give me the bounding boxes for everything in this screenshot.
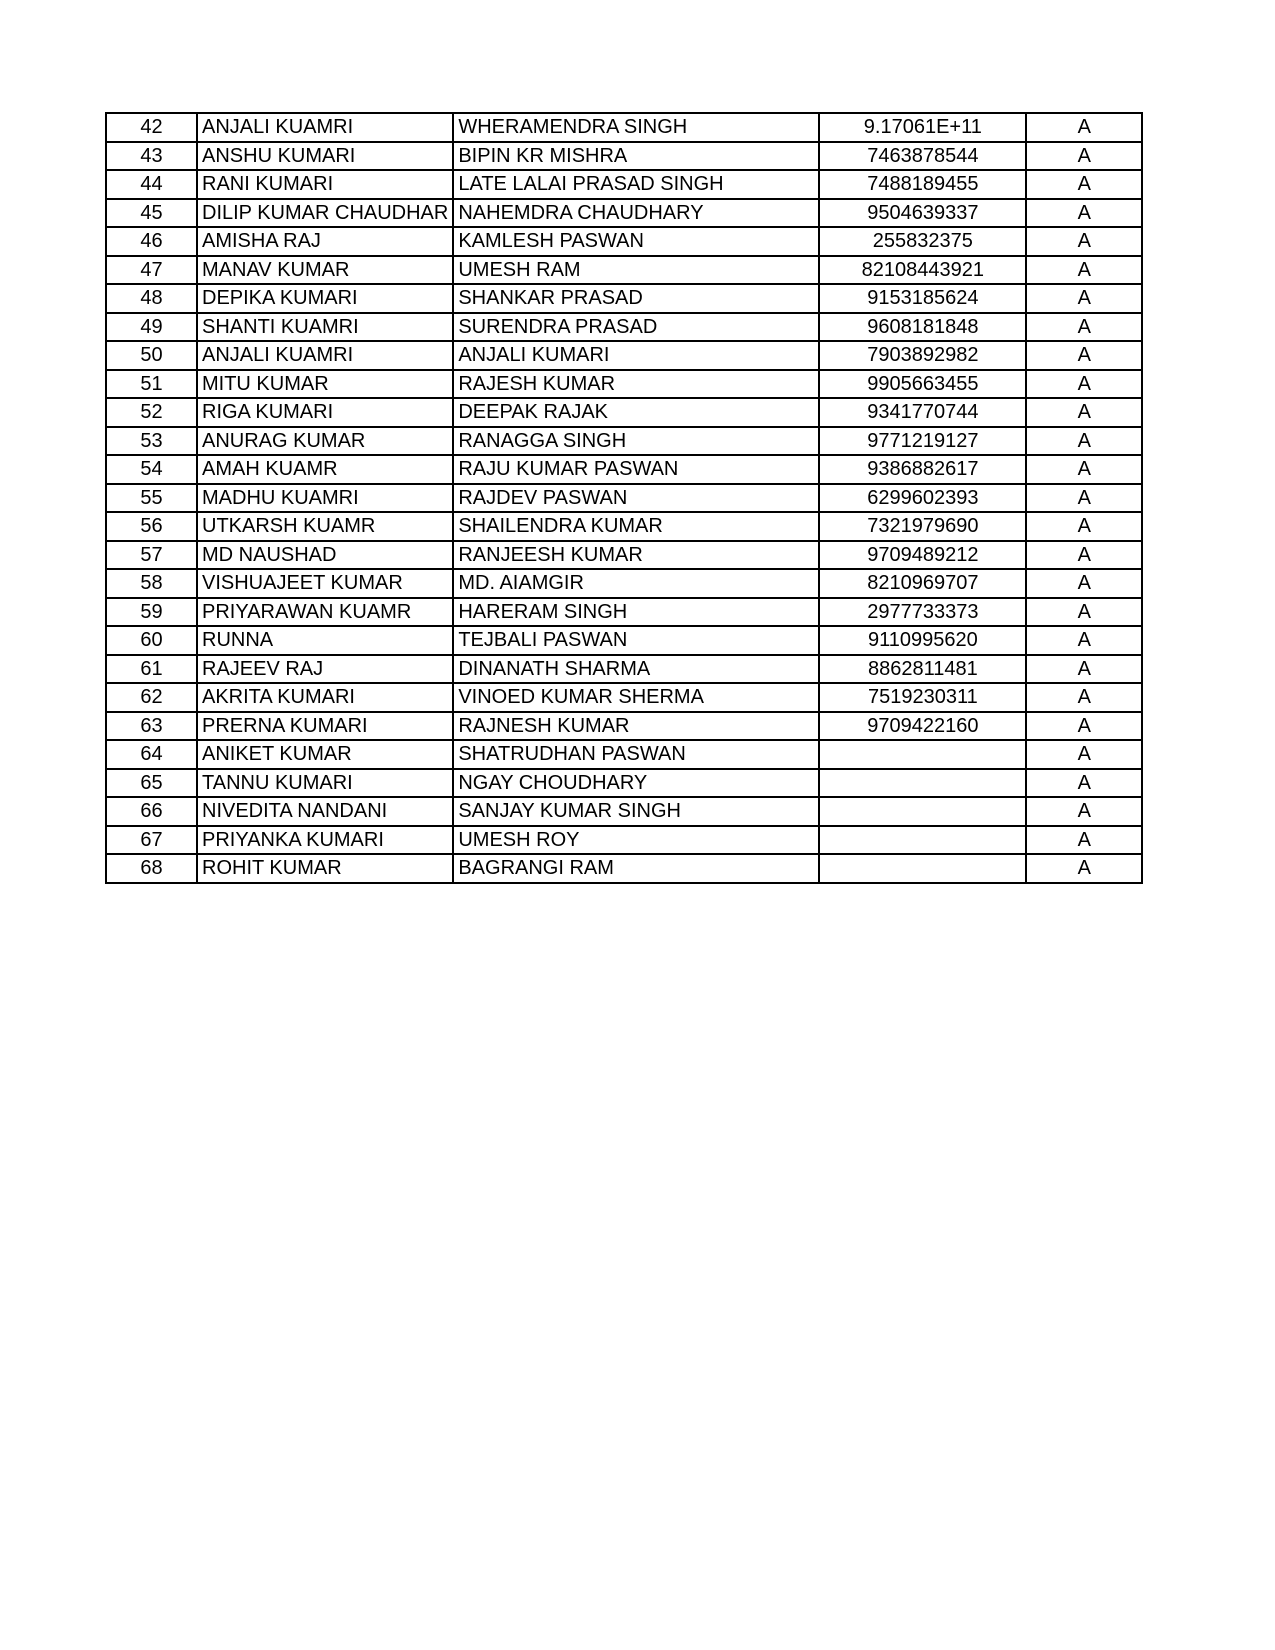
phone-number-cell: 9386882617 xyxy=(819,455,1026,484)
father-name-cell: HARERAM SINGH xyxy=(453,598,819,627)
phone-number-cell: 82108443921 xyxy=(819,256,1026,285)
phone-number-cell xyxy=(819,740,1026,769)
student-name-cell: ANURAG KUMAR xyxy=(197,427,453,456)
student-name-cell: MADHU KUAMRI xyxy=(197,484,453,513)
grade-cell: A xyxy=(1026,170,1142,199)
phone-number-cell: 2977733373 xyxy=(819,598,1026,627)
serial-number-cell: 48 xyxy=(106,284,197,313)
grade-cell: A xyxy=(1026,541,1142,570)
table-row xyxy=(106,199,1142,228)
phone-number-cell: 9341770744 xyxy=(819,398,1026,427)
phone-number-cell: 8210969707 xyxy=(819,569,1026,598)
serial-number-cell: 67 xyxy=(106,826,197,855)
phone-number-cell xyxy=(819,826,1026,855)
grade-cell: A xyxy=(1026,341,1142,370)
table-row xyxy=(106,341,1142,370)
phone-number-cell: 9153185624 xyxy=(819,284,1026,313)
father-name-cell: RAJESH KUMAR xyxy=(453,370,819,399)
student-name-cell: MD NAUSHAD xyxy=(197,541,453,570)
student-name-cell: PRIYARAWAN KUAMR xyxy=(197,598,453,627)
phone-number-cell: 8862811481 xyxy=(819,655,1026,684)
father-name-cell: TEJBALI PASWAN xyxy=(453,626,819,655)
table-row xyxy=(106,541,1142,570)
grade-cell: A xyxy=(1026,427,1142,456)
table-row xyxy=(106,740,1142,769)
table-row xyxy=(106,398,1142,427)
student-name-cell: PRERNA KUMARI xyxy=(197,712,453,741)
phone-number-cell: 7903892982 xyxy=(819,341,1026,370)
table-row xyxy=(106,313,1142,342)
serial-number-cell: 49 xyxy=(106,313,197,342)
father-name-cell: BAGRANGI RAM xyxy=(453,854,819,883)
father-name-cell: RANAGGA SINGH xyxy=(453,427,819,456)
father-name-cell: SURENDRA PRASAD xyxy=(453,313,819,342)
table-row xyxy=(106,227,1142,256)
serial-number-cell: 59 xyxy=(106,598,197,627)
student-name-cell: MANAV KUMAR xyxy=(197,256,453,285)
student-name-cell: TANNU KUMARI xyxy=(197,769,453,798)
student-name-cell: AMAH KUAMR xyxy=(197,455,453,484)
serial-number-cell: 42 xyxy=(106,113,197,142)
student-name-cell: RUNNA xyxy=(197,626,453,655)
phone-number-cell: 9504639337 xyxy=(819,199,1026,228)
phone-number-cell: 7321979690 xyxy=(819,512,1026,541)
serial-number-cell: 51 xyxy=(106,370,197,399)
student-name-cell: SHANTI KUAMRI xyxy=(197,313,453,342)
father-name-cell: SHAILENDRA KUMAR xyxy=(453,512,819,541)
serial-number-cell: 46 xyxy=(106,227,197,256)
table-row xyxy=(106,113,1142,142)
grade-cell: A xyxy=(1026,284,1142,313)
phone-number-cell: 7488189455 xyxy=(819,170,1026,199)
student-name-cell: ANSHU KUMARI xyxy=(197,142,453,171)
grade-cell: A xyxy=(1026,256,1142,285)
serial-number-cell: 65 xyxy=(106,769,197,798)
student-name-cell: MITU KUMAR xyxy=(197,370,453,399)
phone-number-cell: 9608181848 xyxy=(819,313,1026,342)
grade-cell: A xyxy=(1026,683,1142,712)
father-name-cell: SANJAY KUMAR SINGH xyxy=(453,797,819,826)
serial-number-cell: 44 xyxy=(106,170,197,199)
grade-cell: A xyxy=(1026,626,1142,655)
table-row xyxy=(106,170,1142,199)
father-name-cell: RAJDEV PASWAN xyxy=(453,484,819,513)
student-name-cell: VISHUAJEET KUMAR xyxy=(197,569,453,598)
phone-number-cell: 7519230311 xyxy=(819,683,1026,712)
grade-cell: A xyxy=(1026,598,1142,627)
father-name-cell: DINANATH SHARMA xyxy=(453,655,819,684)
phone-number-cell xyxy=(819,797,1026,826)
phone-number-cell xyxy=(819,854,1026,883)
student-name-cell: AMISHA RAJ xyxy=(197,227,453,256)
student-name-cell: DILIP KUMAR CHAUDHAR xyxy=(197,199,453,228)
grade-cell: A xyxy=(1026,398,1142,427)
grade-cell: A xyxy=(1026,740,1142,769)
student-name-cell: ANJALI KUAMRI xyxy=(197,113,453,142)
phone-number-cell: 9771219127 xyxy=(819,427,1026,456)
serial-number-cell: 68 xyxy=(106,854,197,883)
grade-cell: A xyxy=(1026,455,1142,484)
serial-number-cell: 50 xyxy=(106,341,197,370)
student-name-cell: ANJALI KUAMRI xyxy=(197,341,453,370)
phone-number-cell: 9709489212 xyxy=(819,541,1026,570)
table-row xyxy=(106,683,1142,712)
serial-number-cell: 60 xyxy=(106,626,197,655)
table-row xyxy=(106,484,1142,513)
father-name-cell: WHERAMENDRA SINGH xyxy=(453,113,819,142)
grade-cell: A xyxy=(1026,484,1142,513)
phone-number-cell: 255832375 xyxy=(819,227,1026,256)
table-row xyxy=(106,655,1142,684)
table-row xyxy=(106,826,1142,855)
grade-cell: A xyxy=(1026,512,1142,541)
father-name-cell: KAMLESH PASWAN xyxy=(453,227,819,256)
table-row xyxy=(106,512,1142,541)
grade-cell: A xyxy=(1026,227,1142,256)
serial-number-cell: 62 xyxy=(106,683,197,712)
table-row xyxy=(106,598,1142,627)
grade-cell: A xyxy=(1026,826,1142,855)
table-row xyxy=(106,142,1142,171)
serial-number-cell: 52 xyxy=(106,398,197,427)
table-row xyxy=(106,769,1142,798)
grade-cell: A xyxy=(1026,313,1142,342)
table-body xyxy=(106,113,1142,883)
student-name-cell: PRIYANKA KUMARI xyxy=(197,826,453,855)
student-name-cell: RANI KUMARI xyxy=(197,170,453,199)
father-name-cell: UMESH RAM xyxy=(453,256,819,285)
father-name-cell: UMESH ROY xyxy=(453,826,819,855)
table-row xyxy=(106,427,1142,456)
table-row xyxy=(106,256,1142,285)
student-name-cell: ROHIT KUMAR xyxy=(197,854,453,883)
phone-number-cell: 7463878544 xyxy=(819,142,1026,171)
father-name-cell: RAJNESH KUMAR xyxy=(453,712,819,741)
phone-number-cell: 6299602393 xyxy=(819,484,1026,513)
table-row xyxy=(106,370,1142,399)
table-row xyxy=(106,455,1142,484)
serial-number-cell: 47 xyxy=(106,256,197,285)
phone-number-cell: 9110995620 xyxy=(819,626,1026,655)
table-row xyxy=(106,854,1142,883)
table-row xyxy=(106,712,1142,741)
grade-cell: A xyxy=(1026,712,1142,741)
father-name-cell: LATE LALAI PRASAD SINGH xyxy=(453,170,819,199)
student-name-cell: AKRITA KUMARI xyxy=(197,683,453,712)
student-list-table xyxy=(105,112,1143,884)
student-name-cell: RIGA KUMARI xyxy=(197,398,453,427)
grade-cell: A xyxy=(1026,142,1142,171)
father-name-cell: SHANKAR PRASAD xyxy=(453,284,819,313)
serial-number-cell: 56 xyxy=(106,512,197,541)
serial-number-cell: 66 xyxy=(106,797,197,826)
serial-number-cell: 53 xyxy=(106,427,197,456)
serial-number-cell: 43 xyxy=(106,142,197,171)
serial-number-cell: 57 xyxy=(106,541,197,570)
grade-cell: A xyxy=(1026,655,1142,684)
father-name-cell: BIPIN KR MISHRA xyxy=(453,142,819,171)
phone-number-cell: 9709422160 xyxy=(819,712,1026,741)
serial-number-cell: 45 xyxy=(106,199,197,228)
grade-cell: A xyxy=(1026,854,1142,883)
student-name-cell: NIVEDITA NANDANI xyxy=(197,797,453,826)
serial-number-cell: 64 xyxy=(106,740,197,769)
student-name-cell: DEPIKA KUMARI xyxy=(197,284,453,313)
father-name-cell: DEEPAK RAJAK xyxy=(453,398,819,427)
father-name-cell: MD. AIAMGIR xyxy=(453,569,819,598)
serial-number-cell: 63 xyxy=(106,712,197,741)
student-name-cell: UTKARSH KUAMR xyxy=(197,512,453,541)
father-name-cell: SHATRUDHAN PASWAN xyxy=(453,740,819,769)
table-row xyxy=(106,284,1142,313)
father-name-cell: NGAY CHOUDHARY xyxy=(453,769,819,798)
father-name-cell: NAHEMDRA CHAUDHARY xyxy=(453,199,819,228)
student-name-cell: RAJEEV RAJ xyxy=(197,655,453,684)
student-name-cell: ANIKET KUMAR xyxy=(197,740,453,769)
grade-cell: A xyxy=(1026,569,1142,598)
grade-cell: A xyxy=(1026,113,1142,142)
table-row xyxy=(106,626,1142,655)
serial-number-cell: 58 xyxy=(106,569,197,598)
phone-number-cell xyxy=(819,769,1026,798)
serial-number-cell: 55 xyxy=(106,484,197,513)
phone-number-cell: 9.17061E+11 xyxy=(819,113,1026,142)
phone-number-cell: 9905663455 xyxy=(819,370,1026,399)
serial-number-cell: 61 xyxy=(106,655,197,684)
father-name-cell: RANJEESH KUMAR xyxy=(453,541,819,570)
grade-cell: A xyxy=(1026,199,1142,228)
serial-number-cell: 54 xyxy=(106,455,197,484)
father-name-cell: RAJU KUMAR PASWAN xyxy=(453,455,819,484)
table-row xyxy=(106,797,1142,826)
grade-cell: A xyxy=(1026,769,1142,798)
grade-cell: A xyxy=(1026,797,1142,826)
father-name-cell: ANJALI KUMARI xyxy=(453,341,819,370)
grade-cell: A xyxy=(1026,370,1142,399)
table-row xyxy=(106,569,1142,598)
father-name-cell: VINOED KUMAR SHERMA xyxy=(453,683,819,712)
